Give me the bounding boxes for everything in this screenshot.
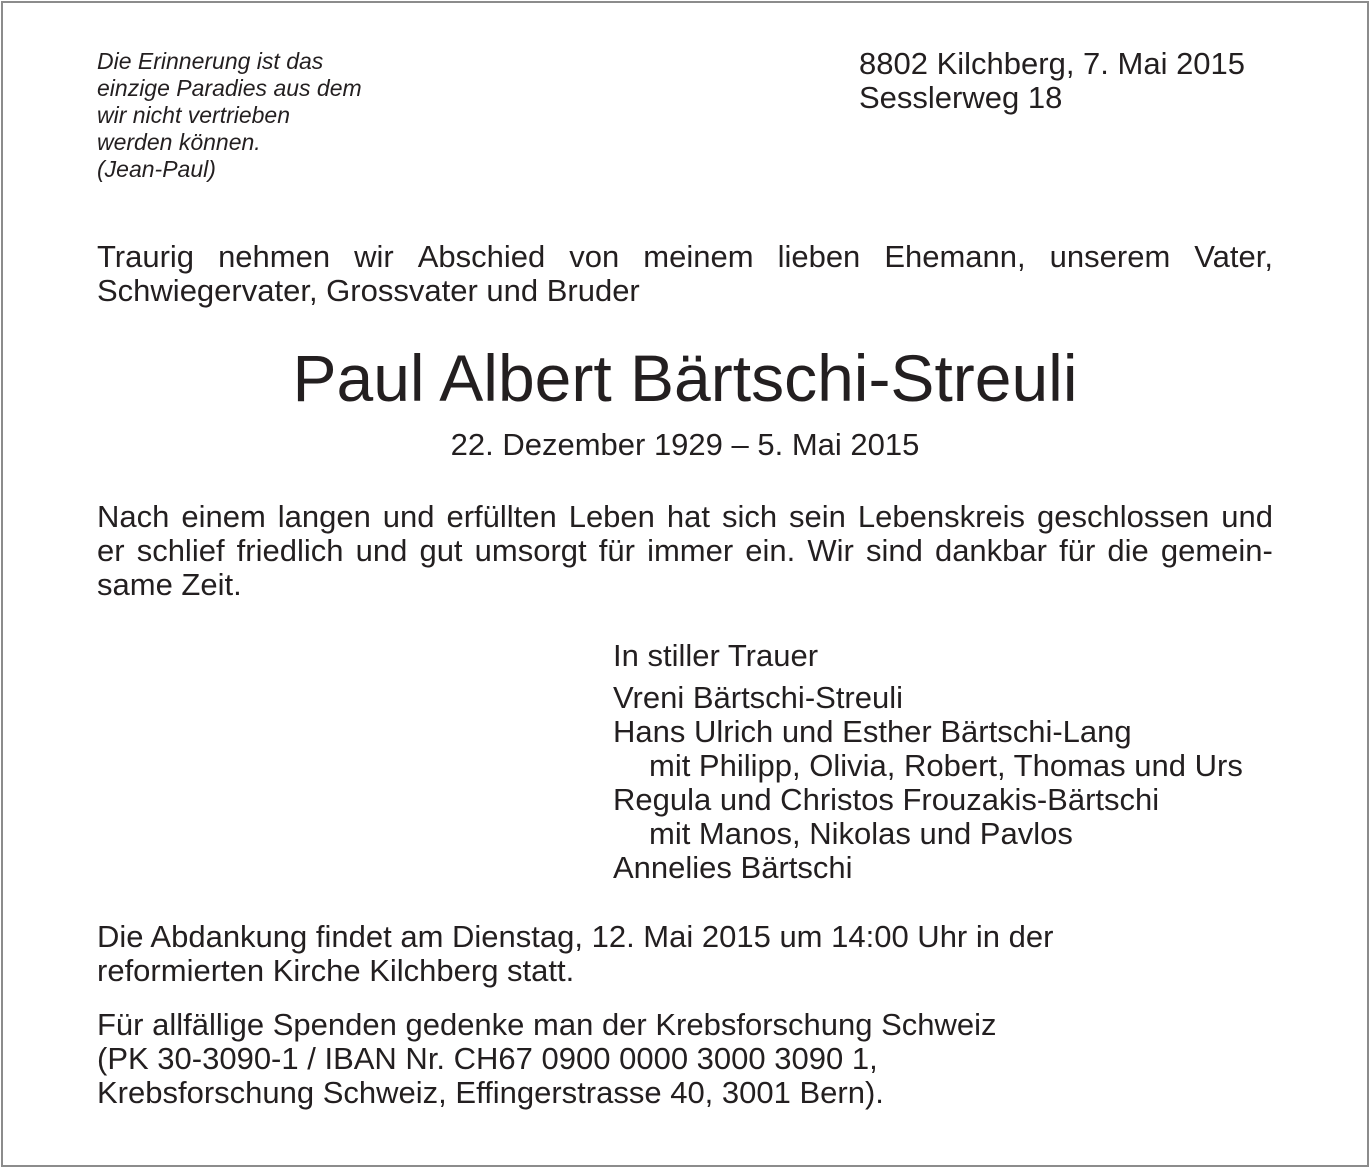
donation-line-3: Krebsforschung Schweiz, Effingerstrasse 40, 3001 Bern). bbox=[97, 1075, 884, 1110]
quote-line: Die Erinnerung ist das bbox=[97, 48, 324, 74]
mourner-name: Regula und Christos Frouzakis-Bärtschi bbox=[613, 782, 1160, 817]
word: er bbox=[97, 533, 125, 568]
word: umsorgt bbox=[474, 533, 587, 568]
donation-line-2: (PK 30-3090-1 / IBAN Nr. CH67 0900 0000 3000 3090 1, bbox=[97, 1041, 878, 1076]
mourner-children: mit Manos, Nikolas und Pavlos bbox=[649, 816, 1073, 851]
word: sind bbox=[865, 533, 923, 568]
word: ein. bbox=[745, 533, 796, 568]
street-address: Sesslerweg 18 bbox=[859, 80, 1063, 115]
word: geschlossen bbox=[1036, 499, 1210, 534]
word: einem bbox=[181, 499, 266, 534]
word: hat bbox=[666, 499, 710, 534]
word: für bbox=[598, 533, 635, 568]
word: friedlich bbox=[236, 533, 344, 568]
word: nehmen bbox=[218, 239, 331, 274]
funeral-line-1: Die Abdankung findet am Dienstag, 12. Mai 2015 um 14:00 Uhr in der bbox=[97, 919, 1054, 954]
deceased-name: Paul Albert Bärtschi-Streuli bbox=[292, 341, 1078, 415]
word: schlief bbox=[136, 533, 225, 568]
mourner-name: Annelies Bärtschi bbox=[613, 850, 853, 885]
tribute-line-2 bbox=[97, 534, 1273, 568]
mourners-block bbox=[613, 639, 1313, 885]
word: Nach bbox=[97, 499, 170, 534]
word: immer bbox=[647, 533, 734, 568]
mourner-name: Vreni Bärtschi-Streuli bbox=[613, 680, 904, 715]
word: Wir bbox=[807, 533, 854, 568]
word: und bbox=[1221, 499, 1273, 534]
word: und bbox=[382, 499, 435, 534]
place-date: 8802 Kilchberg, 7. Mai 2015 bbox=[859, 46, 1246, 81]
mourner-name: Hans Ulrich und Esther Bärtschi-Lang bbox=[613, 714, 1132, 749]
word: Leben bbox=[568, 499, 655, 534]
word: meinem bbox=[643, 239, 754, 274]
quote-author: (Jean-Paul) bbox=[97, 156, 216, 182]
tribute-paragraph bbox=[97, 500, 1273, 602]
quote-line: wir nicht vertrieben bbox=[97, 102, 291, 128]
donation-line-1: Für allfällige Spenden gedenke man der Krebsforschung Schweiz bbox=[97, 1007, 997, 1042]
epigraph-quote bbox=[97, 48, 437, 183]
word: die bbox=[1107, 533, 1149, 568]
funeral-line-2: reformierten Kirche Kilchberg statt. bbox=[97, 953, 575, 988]
word: sein bbox=[789, 499, 846, 534]
intro-line-2: Schwiegervater, Grossvater und Bruder bbox=[97, 273, 640, 308]
word: wir bbox=[354, 239, 394, 274]
funeral-notice bbox=[97, 920, 1273, 988]
word: erfüllten bbox=[446, 499, 557, 534]
word: unserem bbox=[1049, 239, 1171, 274]
word: von bbox=[569, 239, 620, 274]
donation-notice bbox=[97, 1008, 1273, 1110]
word: gut bbox=[419, 533, 463, 568]
word: Abschied bbox=[417, 239, 546, 274]
tribute-line-1 bbox=[97, 500, 1273, 534]
life-dates: 22. Dezember 1929 – 5. Mai 2015 bbox=[450, 427, 920, 462]
tribute-line-3: same Zeit. bbox=[97, 567, 242, 602]
word: dankbar bbox=[934, 533, 1047, 568]
word: gemein- bbox=[1160, 533, 1273, 568]
quote-line: werden können. bbox=[97, 129, 261, 155]
word: und bbox=[355, 533, 408, 568]
word: Traurig bbox=[97, 239, 195, 274]
quote-line: einzige Paradies aus dem bbox=[97, 75, 362, 101]
word: Ehemann, bbox=[884, 239, 1026, 274]
word: Vater, bbox=[1194, 239, 1273, 274]
intro-line-1 bbox=[97, 240, 1273, 274]
intro-paragraph bbox=[97, 240, 1273, 308]
word: sich bbox=[721, 499, 778, 534]
word: Lebenskreis bbox=[857, 499, 1026, 534]
mourner-children: mit Philipp, Olivia, Robert, Thomas und Urs bbox=[649, 748, 1243, 783]
mourners-heading: In stiller Trauer bbox=[613, 638, 819, 673]
word: langen bbox=[277, 499, 371, 534]
word: für bbox=[1059, 533, 1096, 568]
word: lieben bbox=[777, 239, 861, 274]
place-date-block bbox=[859, 47, 1279, 115]
